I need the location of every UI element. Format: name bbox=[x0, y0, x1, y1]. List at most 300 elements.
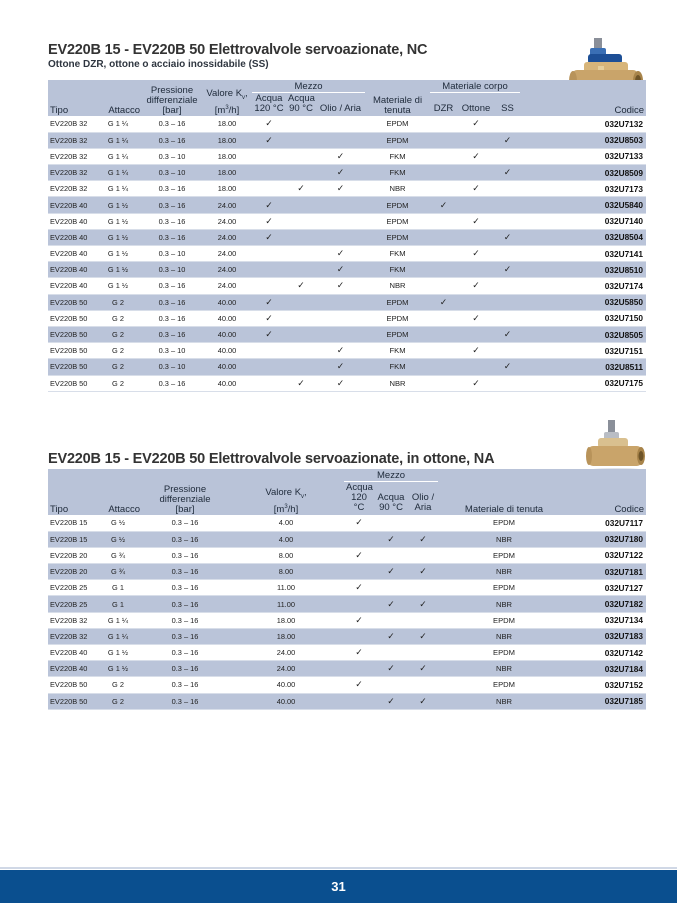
cell-olio: ✓ bbox=[316, 359, 365, 375]
cell-tipo: EV220B 40 bbox=[48, 197, 94, 213]
cell-pressione: 0.3 – 16 bbox=[142, 596, 228, 612]
group-mezzo: Mezzo bbox=[252, 80, 365, 93]
cell-ss: ✓ bbox=[495, 165, 520, 181]
cell-attacco: G 1 ¼ bbox=[107, 615, 129, 625]
cell-pressione: 0.3 – 10 bbox=[158, 346, 186, 356]
col-ottone: Ottone bbox=[457, 93, 495, 117]
cell-kv: 18.00 bbox=[217, 151, 237, 161]
cell-kv: 40.00 bbox=[202, 326, 252, 342]
cell-dzr bbox=[430, 132, 457, 148]
table-row bbox=[48, 213, 646, 229]
table-row bbox=[48, 165, 646, 181]
cell-code: 032U7174 bbox=[604, 280, 644, 291]
cell-a90 bbox=[374, 547, 408, 563]
table-na bbox=[48, 469, 646, 710]
cell-attacco: G 2 bbox=[112, 680, 124, 690]
group-materiale-corpo: Materiale corpo bbox=[430, 80, 520, 93]
cell-a120 bbox=[344, 693, 374, 709]
cell-mat: NBR bbox=[438, 628, 570, 644]
cell-pressione: 0.3 – 16 bbox=[142, 628, 228, 644]
cell-a120: ✓ bbox=[355, 679, 363, 690]
cell-pressione: 0.3 – 16 bbox=[142, 294, 202, 310]
cell-ss: ✓ bbox=[495, 132, 520, 148]
cell-tipo: EV220B 40 bbox=[50, 249, 88, 259]
cell-attacco: G 1 ½ bbox=[94, 229, 142, 245]
cell-dzr bbox=[430, 246, 457, 262]
cell-pressione: 0.3 – 16 bbox=[158, 281, 186, 291]
cell-a90 bbox=[374, 612, 408, 628]
table-row bbox=[48, 181, 646, 197]
cell-ss: ✓ bbox=[495, 229, 520, 245]
cell-olio bbox=[316, 213, 365, 229]
cell-kv: 40.00 bbox=[217, 313, 237, 323]
cell-tipo: EV220B 50 bbox=[50, 313, 88, 323]
cell-attacco: G 1 ¼ bbox=[94, 628, 142, 644]
cell-kv: 24.00 bbox=[276, 648, 296, 658]
table-row bbox=[48, 564, 646, 580]
col-valore: Valore $K_v$, $[m^3/h]$ bbox=[228, 469, 344, 515]
cell-code: 032U7117 bbox=[605, 517, 644, 528]
cell-olio: ✓ bbox=[336, 183, 345, 194]
cell-mat: NBR bbox=[389, 378, 406, 388]
cell-a90 bbox=[286, 116, 316, 132]
cell-pressione: 0.3 – 10 bbox=[142, 165, 202, 181]
cell-attacco: G 1 ½ bbox=[94, 197, 142, 213]
col-valore: Valore $K_v$, $[m^3/h]$ bbox=[202, 80, 252, 116]
cell-attacco: G 1 ¼ bbox=[107, 151, 129, 161]
col-codice: Codice bbox=[520, 80, 646, 116]
cell-a90: ✓ bbox=[374, 564, 408, 580]
cell-kv: 8.00 bbox=[228, 564, 344, 580]
cell-ss bbox=[495, 246, 520, 262]
cell-ott bbox=[457, 262, 495, 278]
table-row bbox=[48, 197, 646, 213]
cell-olio: ✓ bbox=[408, 596, 438, 612]
section-subtitle-nc: Ottone DZR, ottone o acciaio inossidabile (SS) bbox=[48, 59, 269, 70]
cell-ott bbox=[457, 294, 495, 310]
cell-pressione: 0.3 – 16 bbox=[158, 378, 186, 388]
cell-a120 bbox=[344, 564, 374, 580]
cell-tipo: EV220B 40 bbox=[50, 281, 88, 291]
cell-attacco: G 1 ¼ bbox=[107, 184, 129, 194]
cell-code: 032U7132 bbox=[604, 118, 644, 129]
footer-divider bbox=[0, 867, 677, 869]
cell-dzr bbox=[430, 343, 457, 359]
cell-mat: NBR bbox=[438, 693, 570, 709]
cell-olio: ✓ bbox=[316, 165, 365, 181]
cell-ss bbox=[495, 181, 520, 197]
cell-olio: ✓ bbox=[408, 564, 438, 580]
table-row bbox=[48, 677, 646, 693]
cell-pressione: 0.3 – 16 bbox=[171, 648, 199, 658]
table-row bbox=[48, 246, 646, 262]
cell-tipo: EV220B 25 bbox=[48, 596, 94, 612]
cell-code: 032U8511 bbox=[520, 359, 646, 375]
cell-ott: ✓ bbox=[472, 118, 480, 129]
cell-pressione: 0.3 – 16 bbox=[142, 693, 228, 709]
cell-ss bbox=[495, 213, 520, 229]
cell-olio: ✓ bbox=[408, 661, 438, 677]
cell-pressione: 0.3 – 16 bbox=[142, 197, 202, 213]
cell-a120: ✓ bbox=[355, 517, 363, 528]
section-title-nc: EV220B 15 - EV220B 50 Elettrovalvole servoazionate, NC bbox=[48, 42, 428, 58]
cell-attacco: G 1 bbox=[112, 583, 124, 593]
cell-code: 032U7152 bbox=[604, 679, 644, 690]
cell-a90 bbox=[286, 148, 316, 164]
cell-tipo: EV220B 32 bbox=[48, 628, 94, 644]
cell-a90 bbox=[286, 213, 316, 229]
cell-dzr: ✓ bbox=[430, 197, 457, 213]
table-row bbox=[48, 628, 646, 644]
cell-olio: ✓ bbox=[408, 531, 438, 547]
table-row bbox=[48, 132, 646, 148]
cell-ss bbox=[495, 148, 520, 164]
page-footer bbox=[0, 870, 677, 903]
cell-a90 bbox=[286, 262, 316, 278]
cell-code: 032U8503 bbox=[520, 132, 646, 148]
col-dzr: DZR bbox=[430, 93, 457, 117]
cell-ott: ✓ bbox=[472, 280, 480, 291]
table-row bbox=[48, 326, 646, 342]
cell-a90 bbox=[374, 677, 408, 693]
cell-tipo: EV220B 40 bbox=[48, 661, 94, 677]
cell-attacco: G 1 ¼ bbox=[107, 119, 129, 129]
cell-code: 032U7151 bbox=[604, 345, 644, 356]
cell-pressione: 0.3 – 16 bbox=[158, 313, 186, 323]
cell-code: 032U8510 bbox=[520, 262, 646, 278]
cell-olio bbox=[316, 132, 365, 148]
cell-pressione: 0.3 – 10 bbox=[142, 262, 202, 278]
cell-kv: 40.00 bbox=[202, 294, 252, 310]
table-row bbox=[48, 359, 646, 375]
cell-olio bbox=[316, 294, 365, 310]
cell-pressione: 0.3 – 10 bbox=[142, 359, 202, 375]
cell-a90 bbox=[286, 294, 316, 310]
cell-attacco: G 1 ½ bbox=[107, 281, 129, 291]
cell-mat: NBR bbox=[438, 661, 570, 677]
cell-pressione: 0.3 – 10 bbox=[158, 249, 186, 259]
cell-mat: FKM bbox=[389, 346, 406, 356]
cell-a120 bbox=[252, 343, 286, 359]
cell-tipo: EV220B 32 bbox=[48, 165, 94, 181]
cell-attacco: G 2 bbox=[94, 326, 142, 342]
cell-a90 bbox=[286, 359, 316, 375]
cell-dzr bbox=[430, 229, 457, 245]
cell-attacco: G 2 bbox=[112, 378, 124, 388]
cell-ss bbox=[495, 278, 520, 294]
col-codice: Codice bbox=[570, 469, 646, 515]
cell-olio bbox=[316, 229, 365, 245]
cell-a90 bbox=[286, 343, 316, 359]
cell-attacco: G 2 bbox=[94, 693, 142, 709]
cell-ott bbox=[457, 165, 495, 181]
cell-ott: ✓ bbox=[472, 215, 480, 226]
col-tipo: Tipo bbox=[48, 80, 94, 116]
cell-code: 032U7127 bbox=[604, 582, 644, 593]
cell-mat: NBR bbox=[389, 184, 406, 194]
cell-a120 bbox=[344, 628, 374, 644]
cell-pressione: 0.3 – 16 bbox=[142, 564, 228, 580]
cell-ott bbox=[457, 359, 495, 375]
cell-tipo: EV220B 20 bbox=[50, 550, 88, 560]
table-nc bbox=[48, 80, 646, 392]
col-pressione: Pressione differenziale [bar] bbox=[142, 80, 202, 116]
cell-a120 bbox=[252, 262, 286, 278]
table-row bbox=[48, 612, 646, 628]
cell-tipo: EV220B 50 bbox=[50, 346, 88, 356]
cell-kv: 40.00 bbox=[228, 693, 344, 709]
cell-a120 bbox=[344, 531, 374, 547]
cell-tipo: EV220B 40 bbox=[50, 216, 88, 226]
col-attacco: Attacco bbox=[94, 80, 142, 116]
cell-kv: 4.00 bbox=[278, 518, 294, 528]
cell-mat: EPDM bbox=[365, 132, 430, 148]
cell-kv: 11.00 bbox=[228, 596, 344, 612]
cell-pressione: 0.3 – 16 bbox=[142, 229, 202, 245]
cell-mat: EPDM bbox=[386, 216, 409, 226]
cell-tipo: EV220B 32 bbox=[48, 132, 94, 148]
cell-mat: FKM bbox=[365, 262, 430, 278]
cell-code: 032U5850 bbox=[520, 294, 646, 310]
cell-code: 032U7122 bbox=[604, 550, 644, 561]
col-attacco: Attacco bbox=[94, 469, 142, 515]
cell-mat: EPDM bbox=[493, 550, 515, 560]
section-title-na: EV220B 15 - EV220B 50 Elettrovalvole servoazionate, in ottone, NA bbox=[48, 451, 495, 467]
table-na-body bbox=[48, 515, 646, 709]
cell-kv: 24.00 bbox=[202, 262, 252, 278]
cell-ott: ✓ bbox=[472, 345, 480, 356]
cell-mat: EPDM bbox=[365, 294, 430, 310]
cell-a90: ✓ bbox=[374, 531, 408, 547]
cell-olio bbox=[408, 612, 438, 628]
cell-mat: EPDM bbox=[493, 615, 515, 625]
cell-kv: 4.00 bbox=[228, 531, 344, 547]
col-acqua120: Acqua 120 °C bbox=[252, 93, 286, 117]
cell-pressione: 0.3 – 10 bbox=[158, 151, 186, 161]
cell-kv: 18.00 bbox=[202, 132, 252, 148]
cell-olio: ✓ bbox=[336, 150, 345, 161]
cell-tipo: EV220B 32 bbox=[50, 119, 88, 129]
col-materiale: Materiale di tenuta bbox=[438, 469, 570, 515]
cell-a120: ✓ bbox=[355, 614, 363, 625]
cell-ott: ✓ bbox=[472, 183, 480, 194]
cell-ott bbox=[457, 229, 495, 245]
cell-kv: 8.00 bbox=[278, 550, 294, 560]
table-row bbox=[48, 596, 646, 612]
cell-kv: 11.00 bbox=[277, 583, 295, 593]
cell-code: 032U7141 bbox=[604, 248, 644, 259]
cell-code: 032U7183 bbox=[570, 628, 646, 644]
cell-kv: 24.00 bbox=[202, 229, 252, 245]
cell-ss bbox=[495, 375, 520, 391]
cell-attacco: G 1 ¼ bbox=[94, 165, 142, 181]
cell-pressione: 0.3 – 16 bbox=[171, 583, 199, 593]
col-acqua90: Acqua 90 °C bbox=[288, 93, 315, 114]
cell-ott: ✓ bbox=[472, 248, 480, 259]
cell-a90: ✓ bbox=[297, 183, 305, 194]
cell-pressione: 0.3 – 16 bbox=[158, 216, 186, 226]
cell-attacco: G ½ bbox=[94, 531, 142, 547]
cell-dzr bbox=[430, 181, 457, 197]
cell-olio bbox=[316, 326, 365, 342]
cell-ott: ✓ bbox=[472, 312, 480, 323]
cell-tipo: EV220B 50 bbox=[48, 359, 94, 375]
table-row bbox=[48, 547, 646, 563]
cell-a120 bbox=[252, 148, 286, 164]
cell-kv: 18.00 bbox=[217, 184, 237, 194]
cell-code: 032U8505 bbox=[520, 326, 646, 342]
cell-mat: FKM bbox=[389, 151, 406, 161]
cell-a90 bbox=[286, 197, 316, 213]
cell-ss: ✓ bbox=[495, 326, 520, 342]
cell-a120: ✓ bbox=[355, 549, 363, 560]
cell-a120 bbox=[344, 596, 374, 612]
cell-olio bbox=[408, 515, 438, 531]
cell-code: 032U7173 bbox=[604, 183, 644, 194]
cell-code: 032U7181 bbox=[570, 564, 646, 580]
table-row bbox=[48, 148, 646, 164]
cell-code: 032U7175 bbox=[604, 378, 644, 389]
cell-a120: ✓ bbox=[252, 132, 286, 148]
cell-code: 032U7185 bbox=[570, 693, 646, 709]
cell-ott bbox=[457, 197, 495, 213]
cell-ss bbox=[495, 197, 520, 213]
cell-olio bbox=[408, 580, 438, 596]
cell-dzr bbox=[430, 213, 457, 229]
cell-code: 032U7142 bbox=[604, 647, 644, 658]
cell-attacco: G 1 ½ bbox=[107, 249, 129, 259]
cell-attacco: G 1 bbox=[94, 596, 142, 612]
cell-attacco: G 1 ½ bbox=[94, 262, 142, 278]
cell-olio bbox=[408, 677, 438, 693]
cell-mat: NBR bbox=[389, 281, 406, 291]
cell-a90 bbox=[286, 132, 316, 148]
cell-ss bbox=[495, 343, 520, 359]
cell-ss bbox=[495, 294, 520, 310]
cell-code: 032U7184 bbox=[570, 661, 646, 677]
cell-ss bbox=[495, 310, 520, 326]
cell-tipo: EV220B 32 bbox=[50, 151, 88, 161]
cell-dzr: ✓ bbox=[430, 294, 457, 310]
cell-a90 bbox=[286, 326, 316, 342]
cell-mat: NBR bbox=[438, 564, 570, 580]
cell-attacco: G 1 ½ bbox=[107, 216, 129, 226]
cell-mat: EPDM bbox=[493, 648, 515, 658]
col-olio: Olio / Aria bbox=[316, 93, 365, 117]
table-row bbox=[48, 294, 646, 310]
table-row bbox=[48, 693, 646, 709]
table-row bbox=[48, 343, 646, 359]
cell-a90 bbox=[374, 515, 408, 531]
cell-olio: ✓ bbox=[408, 628, 438, 644]
cell-tipo: EV220B 20 bbox=[48, 564, 94, 580]
table-row bbox=[48, 262, 646, 278]
cell-ott: ✓ bbox=[472, 150, 480, 161]
cell-attacco: G ½ bbox=[111, 518, 125, 528]
cell-a120 bbox=[344, 661, 374, 677]
cell-ss: ✓ bbox=[495, 262, 520, 278]
cell-a90 bbox=[374, 580, 408, 596]
cell-dzr bbox=[430, 165, 457, 181]
cell-kv: 24.00 bbox=[217, 216, 237, 226]
cell-attacco: G 2 bbox=[94, 359, 142, 375]
cell-a90: ✓ bbox=[297, 280, 305, 291]
cell-ss: ✓ bbox=[495, 359, 520, 375]
table-row bbox=[48, 375, 646, 391]
cell-tipo: EV220B 50 bbox=[48, 294, 94, 310]
col-tipo: Tipo bbox=[48, 469, 94, 515]
cell-attacco: G 2 bbox=[94, 294, 142, 310]
cell-kv: 24.00 bbox=[202, 197, 252, 213]
cell-pressione: 0.3 – 16 bbox=[171, 518, 199, 528]
cell-a90: ✓ bbox=[374, 628, 408, 644]
cell-mat: EPDM bbox=[493, 583, 515, 593]
cell-kv: 18.00 bbox=[217, 119, 237, 129]
col-ss: SS bbox=[495, 93, 520, 117]
cell-tipo: EV220B 40 bbox=[48, 262, 94, 278]
cell-olio bbox=[316, 116, 365, 132]
cell-code: 032U7140 bbox=[604, 216, 644, 227]
cell-a120 bbox=[252, 181, 286, 197]
cell-kv: 24.00 bbox=[217, 281, 237, 291]
cell-mat: FKM bbox=[365, 165, 430, 181]
cell-a120 bbox=[252, 246, 286, 262]
cell-tipo: EV220B 15 bbox=[48, 531, 94, 547]
cell-attacco: G ¾ bbox=[111, 550, 125, 560]
cell-ott: ✓ bbox=[472, 377, 480, 388]
cell-dzr bbox=[430, 148, 457, 164]
cell-mat: EPDM bbox=[386, 313, 409, 323]
table-row bbox=[48, 515, 646, 531]
cell-a90 bbox=[374, 645, 408, 661]
cell-tipo: EV220B 25 bbox=[50, 583, 88, 593]
cell-olio bbox=[408, 645, 438, 661]
cell-tipo: EV220B 50 bbox=[50, 378, 88, 388]
section-nc bbox=[48, 42, 646, 70]
cell-dzr bbox=[430, 359, 457, 375]
cell-mat: EPDM bbox=[365, 326, 430, 342]
table-row bbox=[48, 310, 646, 326]
cell-a120: ✓ bbox=[355, 582, 363, 593]
cell-a120 bbox=[252, 359, 286, 375]
cell-olio: ✓ bbox=[408, 693, 438, 709]
cell-kv: 40.00 bbox=[276, 680, 296, 690]
solenoid-valve-icon bbox=[586, 418, 646, 474]
section-na bbox=[48, 451, 646, 467]
cell-kv: 40.00 bbox=[217, 346, 237, 356]
cell-pressione: 0.3 – 16 bbox=[142, 326, 202, 342]
page-number: 31 bbox=[331, 879, 346, 894]
table-row bbox=[48, 116, 646, 132]
cell-ott bbox=[457, 132, 495, 148]
cell-olio: ✓ bbox=[316, 262, 365, 278]
cell-code: 032U7133 bbox=[604, 151, 644, 162]
cell-kv: 18.00 bbox=[202, 165, 252, 181]
cell-a120: ✓ bbox=[252, 294, 286, 310]
col-materiale: Materiale di tenuta bbox=[365, 80, 430, 116]
col-pressione: Pressione differenziale [bar] bbox=[142, 469, 228, 515]
table-row bbox=[48, 531, 646, 547]
cell-pressione: 0.3 – 16 bbox=[171, 680, 199, 690]
cell-a90 bbox=[286, 246, 316, 262]
cell-kv: 40.00 bbox=[217, 378, 237, 388]
cell-tipo: EV220B 50 bbox=[50, 680, 88, 690]
cell-ott bbox=[457, 326, 495, 342]
cell-a90: ✓ bbox=[374, 596, 408, 612]
cell-olio: ✓ bbox=[336, 248, 345, 259]
cell-dzr bbox=[430, 278, 457, 294]
cell-attacco: G 2 bbox=[112, 313, 124, 323]
